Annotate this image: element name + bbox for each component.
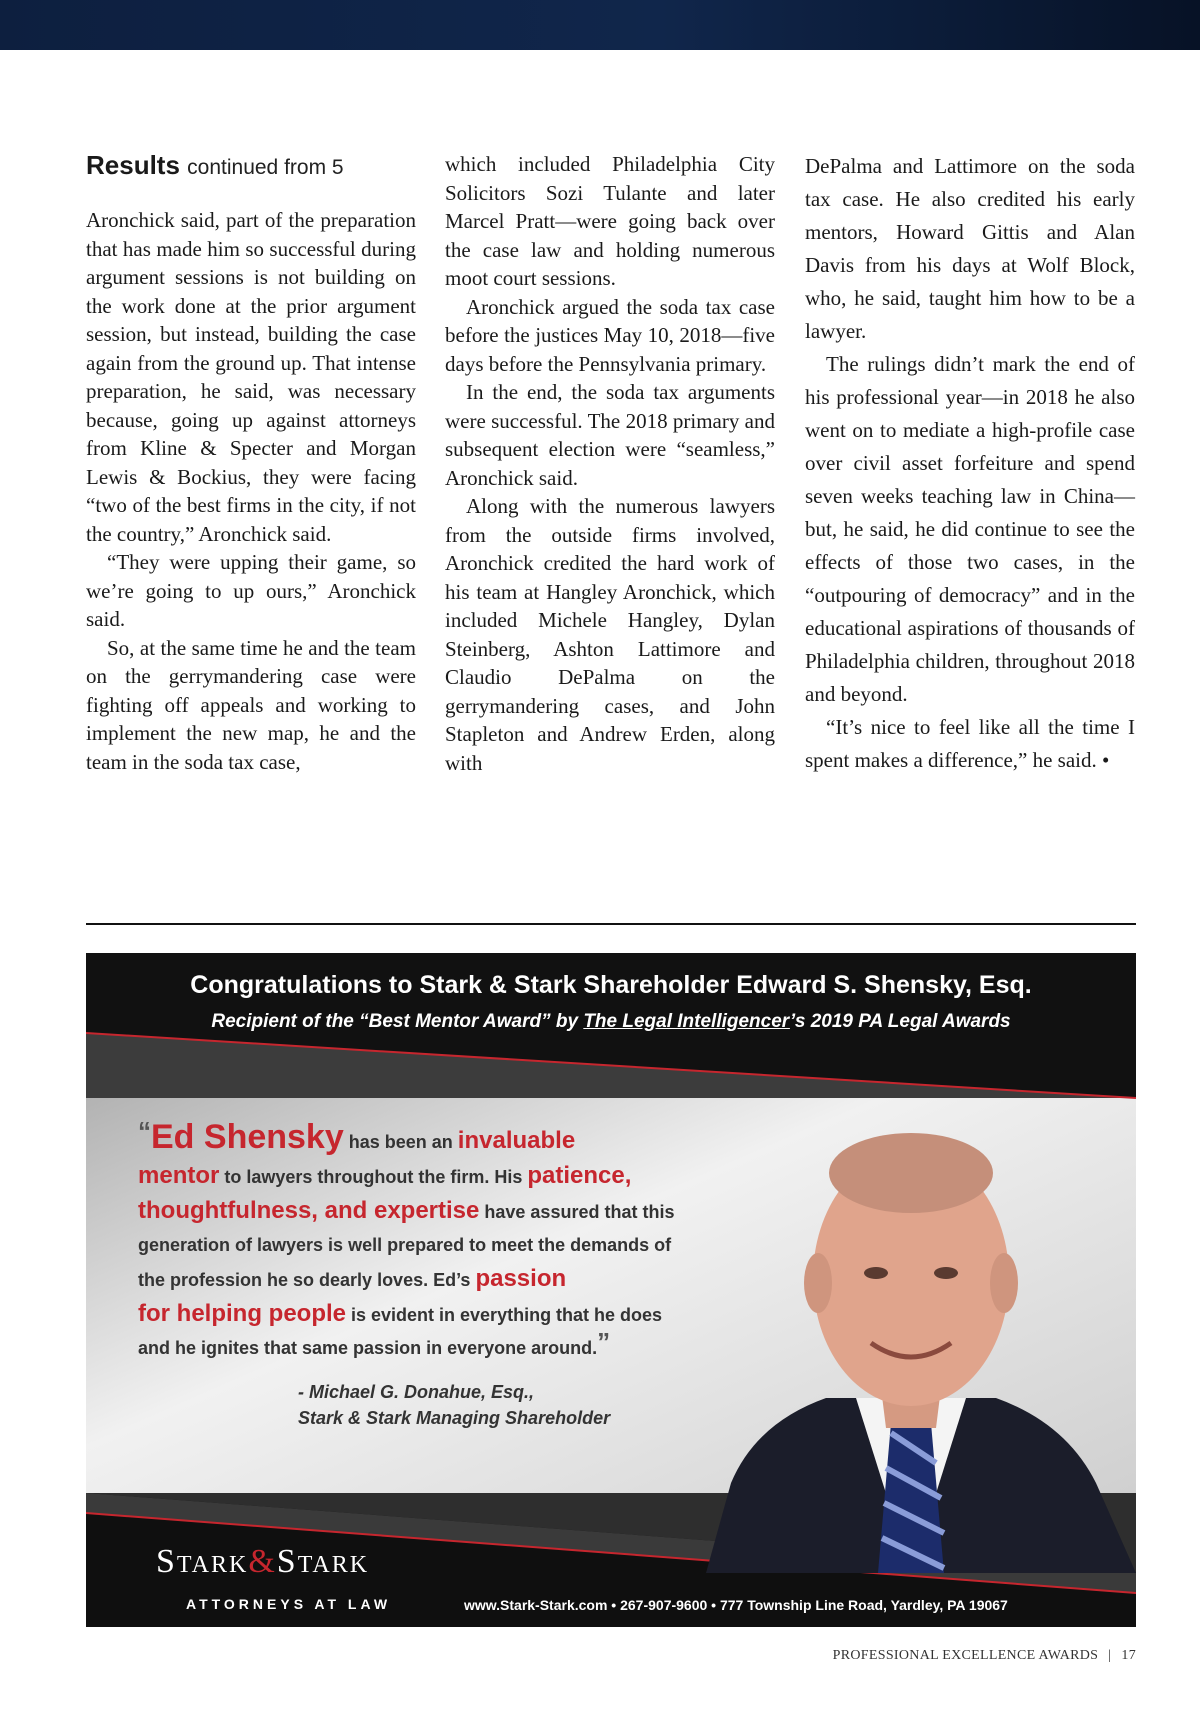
quote-text: is evident in everything that he does and he ignites that same passion in everyone around. bbox=[138, 1305, 663, 1358]
continued-note: continued from 5 bbox=[187, 156, 344, 179]
paragraph: Aronchick said, part of the preparation that has made him so successful during argument sessions is not building on the work done at the prior argument session, but instead, building the case again from the ground up. That intense preparation, he said, was necessary because, going up against attorneys from Kline & Specter and Morgan Lewis & Bockius, they were facing “two of the best firms in the city, if not the country,” Aronchick said. bbox=[86, 208, 416, 546]
stark-logo bbox=[156, 1543, 369, 1581]
logo-word: Stark bbox=[276, 1543, 370, 1580]
page-footer bbox=[833, 1648, 1136, 1664]
footer-section-name: PROFESSIONAL EXCELLENCE AWARDS bbox=[832, 1648, 1099, 1663]
logo-tagline: ATTORNEYS AT LAW bbox=[186, 1596, 392, 1612]
header-band bbox=[0, 0, 1200, 50]
attribution-name: - Michael G. Donahue, Esq., bbox=[298, 1382, 535, 1402]
paragraph: In the end, the soda tax arguments were successful. The 2018 primary and subsequent election were “seamless,” Aronchick said. bbox=[445, 380, 775, 490]
footer-separator: | bbox=[1108, 1648, 1112, 1663]
article-column-2 bbox=[445, 150, 775, 777]
article bbox=[86, 150, 1136, 840]
logo-word: Stark bbox=[156, 1543, 249, 1580]
quote-highlight: passion bbox=[475, 1265, 567, 1292]
article-column-3 bbox=[805, 150, 1135, 777]
paragraph: “It’s nice to feel like all the time I spent makes a difference,” he said. • bbox=[805, 715, 1135, 772]
paragraph: “They were upping their game, so we’re going to up ours,” Aronchick said. bbox=[86, 550, 416, 631]
section-divider bbox=[86, 923, 1136, 925]
paragraph: Along with the numerous lawyers from the outside firms involved, Aronchick credited the hard work of his team at Hangley Aronchick, which included Michele Hangley, Dylan Steinberg, Ashton Lattimore and Claudio DePalma on the gerrymandering cases, and John Stapleton and Andrew Erden, along with bbox=[445, 494, 775, 775]
ad-title: Congratulations to Stark & Stark Shareholder Edward S. Shensky, Esq. bbox=[190, 971, 1032, 999]
quote-text: to lawyers throughout the firm. His bbox=[219, 1167, 528, 1187]
quote-attribution bbox=[298, 1379, 610, 1431]
page-number: 17 bbox=[1121, 1648, 1136, 1663]
heading-results: Results bbox=[86, 150, 180, 180]
publication-name: The Legal Intelligencer bbox=[583, 1011, 790, 1032]
quote-highlight: for helping people bbox=[138, 1300, 346, 1327]
advertisement bbox=[86, 953, 1136, 1627]
testimonial-quote bbox=[138, 1116, 698, 1365]
subtitle-text: ’s 2019 PA Legal Awards bbox=[789, 1011, 1011, 1032]
open-quote-mark: “ bbox=[138, 1116, 151, 1146]
paragraph: Aronchick argued the soda tax case before the justices May 10, 2018—five days before the Pennsylvania primary. bbox=[445, 294, 775, 376]
quote-highlight: thoughtfulness, and expertise bbox=[138, 1197, 480, 1224]
quote-highlight: patience, bbox=[527, 1162, 632, 1189]
article-column-1 bbox=[86, 150, 416, 776]
quote-highlight: mentor bbox=[138, 1162, 220, 1189]
paragraph: The rulings didn’t mark the end of his professional year—in 2018 he also went on to mediate a high-profile case over civil asset forfeiture and spend seven weeks teaching law in China—but, he said, he did continue to see the effects of those two cases, in the “outpouring of democracy” and in the educational aspirations of thousands of Philadelphia children, throughout 2018 and beyond. bbox=[805, 352, 1135, 706]
contact-info: www.Stark-Stark.com • 267-907-9600 • 777 Township Line Road, Yardley, PA 19067 bbox=[464, 1597, 1008, 1613]
attribution-title: Stark & Stark Managing Shareholder bbox=[298, 1408, 611, 1428]
section-heading bbox=[86, 150, 416, 206]
paragraph: DePalma and Lattimore on the soda tax case. He also credited his early mentors, Howard Gittis and Alan Davis from his days at Wolf Block, who, he said, taught him how to be a lawyer. bbox=[805, 154, 1135, 343]
quote-text: has been an bbox=[343, 1132, 458, 1152]
subtitle-text: Recipient of the “Best Mentor Award” by bbox=[211, 1011, 584, 1032]
paragraph: which included Philadelphia City Solicitors Sozi Tulante and later Marcel Pratt—were going back over the case law and holding numerous moot court sessions. bbox=[445, 152, 775, 290]
quote-highlight: Ed Shensky bbox=[151, 1118, 344, 1156]
quote-highlight: invaluable bbox=[457, 1127, 576, 1154]
logo-ampersand: & bbox=[248, 1543, 277, 1580]
portrait-photo bbox=[686, 1103, 1136, 1573]
close-quote-mark: ” bbox=[597, 1327, 611, 1357]
quote-text: have assured that this generation of lawyers is well prepared to meet the demands of the profession he so dearly loves. Ed’s bbox=[138, 1202, 675, 1290]
ad-subtitle bbox=[86, 1011, 1136, 1033]
paragraph: So, at the same time he and the team on the gerrymandering case were fighting off appeals and working to implement the new map, he and the team in the soda tax case, bbox=[86, 635, 416, 774]
